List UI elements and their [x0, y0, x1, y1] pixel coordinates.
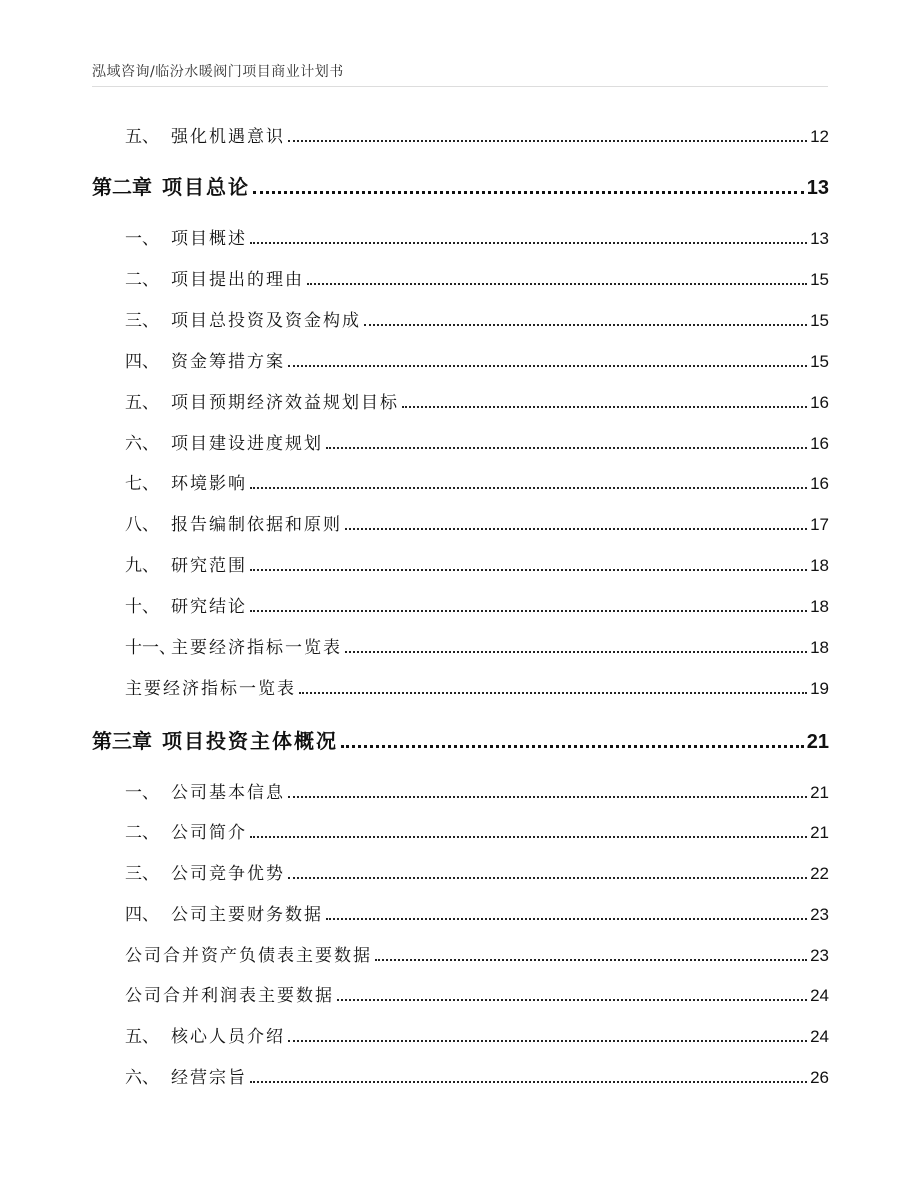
dot-leader: [288, 796, 807, 798]
toc-entry-number: 五、: [125, 127, 159, 147]
toc-entry-title: 环境影响: [171, 474, 247, 494]
toc-page-number: 23: [810, 905, 829, 924]
dot-leader: [345, 651, 807, 653]
toc-chapter-entry[interactable]: [92, 172, 829, 200]
toc-section-entry[interactable]: [125, 430, 829, 454]
toc-page-number: 16: [810, 434, 829, 453]
toc-page-number: 18: [810, 638, 829, 657]
toc-page-number: 21: [806, 731, 829, 753]
dot-leader: [299, 692, 807, 694]
toc-entry-title: 公司合并资产负债表主要数据: [125, 946, 372, 966]
toc-page-number: 24: [810, 1027, 829, 1046]
toc-entry-number: 第三章: [92, 729, 152, 753]
toc-entry-number: 一、: [125, 229, 159, 249]
dot-leader: [253, 191, 804, 194]
toc-entry-number: 三、: [125, 311, 159, 331]
toc-entry-title: 项目概述: [171, 229, 247, 249]
toc-entry-title: 研究范围: [171, 556, 247, 576]
toc-section-entry[interactable]: [125, 225, 829, 249]
toc-section-entry[interactable]: [125, 511, 829, 535]
toc-entry-title: 项目总论: [162, 175, 250, 199]
toc-page-number: 16: [810, 474, 829, 493]
toc-entry-title: 报告编制依据和原则: [171, 515, 342, 535]
toc-page-number: 21: [810, 823, 829, 842]
toc-entry-title: 项目总投资及资金构成: [171, 311, 361, 331]
toc-page-number: 12: [810, 127, 829, 146]
toc-page-number: 22: [810, 864, 829, 883]
dot-leader: [307, 283, 807, 285]
toc-page-number: 21: [810, 783, 829, 802]
toc-entry-number: 第二章: [92, 175, 152, 199]
toc-section-entry[interactable]: [125, 675, 829, 699]
toc-entry-number: 一、: [125, 783, 159, 803]
toc-entry-title: 项目投资主体概况: [162, 729, 338, 753]
toc-page-number: 26: [810, 1068, 829, 1087]
toc-page-number: 15: [810, 352, 829, 371]
dot-leader: [288, 365, 807, 367]
toc-entry-number: 六、: [125, 434, 159, 454]
toc-entry-title: 公司基本信息: [171, 783, 285, 803]
toc-page-number: 18: [810, 556, 829, 575]
toc-page-number: 16: [810, 393, 829, 412]
toc-entry-title: 公司主要财务数据: [171, 905, 323, 925]
toc-section-entry[interactable]: [125, 552, 829, 576]
dot-leader: [337, 999, 807, 1001]
page-header: 泓域咨询/临汾水暖阀门项目商业计划书: [92, 64, 344, 80]
toc-page-number: 23: [810, 946, 829, 965]
dot-leader: [326, 918, 807, 920]
dot-leader: [250, 1081, 807, 1083]
dot-leader: [341, 745, 804, 748]
toc-entry-number: 九、: [125, 556, 159, 576]
toc-page-number: 19: [810, 679, 829, 698]
dot-leader: [250, 487, 807, 489]
toc-section-entry[interactable]: [125, 860, 829, 884]
dot-leader: [250, 569, 807, 571]
toc-entry-number: 四、: [125, 352, 159, 372]
toc-chapter-entry[interactable]: [92, 726, 829, 754]
toc-entry-title: 强化机遇意识: [171, 127, 285, 147]
toc-entry-title: 主要经济指标一览表: [171, 638, 342, 658]
toc-section-entry[interactable]: [125, 470, 829, 494]
toc-page-number: 24: [810, 986, 829, 1005]
toc-section-entry[interactable]: [125, 901, 829, 925]
toc-entry-number: 八、: [125, 515, 159, 535]
toc-entry-title: 经营宗旨: [171, 1068, 247, 1088]
toc-entry-number: 五、: [125, 393, 159, 413]
dot-leader: [326, 447, 807, 449]
toc-entry-number: 六、: [125, 1068, 159, 1088]
toc-section-entry[interactable]: [125, 819, 829, 843]
dot-leader: [375, 959, 807, 961]
dot-leader: [250, 836, 807, 838]
dot-leader: [250, 610, 807, 612]
toc-entry-number: 十、: [125, 597, 159, 617]
toc-section-entry[interactable]: [125, 593, 829, 617]
toc-section-entry[interactable]: [125, 1023, 829, 1047]
dot-leader: [288, 1040, 807, 1042]
toc-page-number: 15: [810, 311, 829, 330]
dot-leader: [364, 324, 807, 326]
toc-entry-title: 项目建设进度规划: [171, 434, 323, 454]
toc-section-entry[interactable]: [125, 942, 829, 966]
toc-section-entry[interactable]: [125, 348, 829, 372]
toc-entry-number: 十一、: [125, 638, 176, 658]
toc-section-entry[interactable]: [125, 634, 829, 658]
toc-section-entry[interactable]: [125, 123, 829, 147]
toc-entry-number: 五、: [125, 1027, 159, 1047]
toc-entry-title: 核心人员介绍: [171, 1027, 285, 1047]
toc-section-entry[interactable]: [125, 307, 829, 331]
dot-leader: [288, 140, 807, 142]
toc-entry-number: 四、: [125, 905, 159, 925]
toc-entry-title: 公司合并利润表主要数据: [125, 986, 334, 1006]
toc-entry-number: 三、: [125, 864, 159, 884]
toc-section-entry[interactable]: [125, 982, 829, 1006]
toc-section-entry[interactable]: [125, 389, 829, 413]
toc-page-number: 13: [806, 177, 829, 199]
toc-page-number: 13: [810, 229, 829, 248]
dot-leader: [345, 528, 807, 530]
toc-entry-title: 研究结论: [171, 597, 247, 617]
toc-page-number: 17: [810, 515, 829, 534]
dot-leader: [288, 877, 807, 879]
dot-leader: [250, 242, 807, 244]
toc-page-number: 15: [810, 270, 829, 289]
toc-entry-number: 七、: [125, 474, 159, 494]
toc-section-entry[interactable]: [125, 1064, 829, 1088]
toc-entry-number: 二、: [125, 823, 159, 843]
toc-section-entry[interactable]: [125, 779, 829, 803]
toc-entry-title: 项目提出的理由: [171, 270, 304, 290]
toc-entry-title: 项目预期经济效益规划目标: [171, 393, 399, 413]
toc-entry-title: 公司简介: [171, 823, 247, 843]
toc-entry-title: 资金筹措方案: [171, 352, 285, 372]
toc-page-number: 18: [810, 597, 829, 616]
dot-leader: [402, 406, 807, 408]
toc-entry-title: 主要经济指标一览表: [125, 679, 296, 699]
toc-entry-title: 公司竞争优势: [171, 864, 285, 884]
toc-section-entry[interactable]: [125, 266, 829, 290]
toc-entry-number: 二、: [125, 270, 159, 290]
